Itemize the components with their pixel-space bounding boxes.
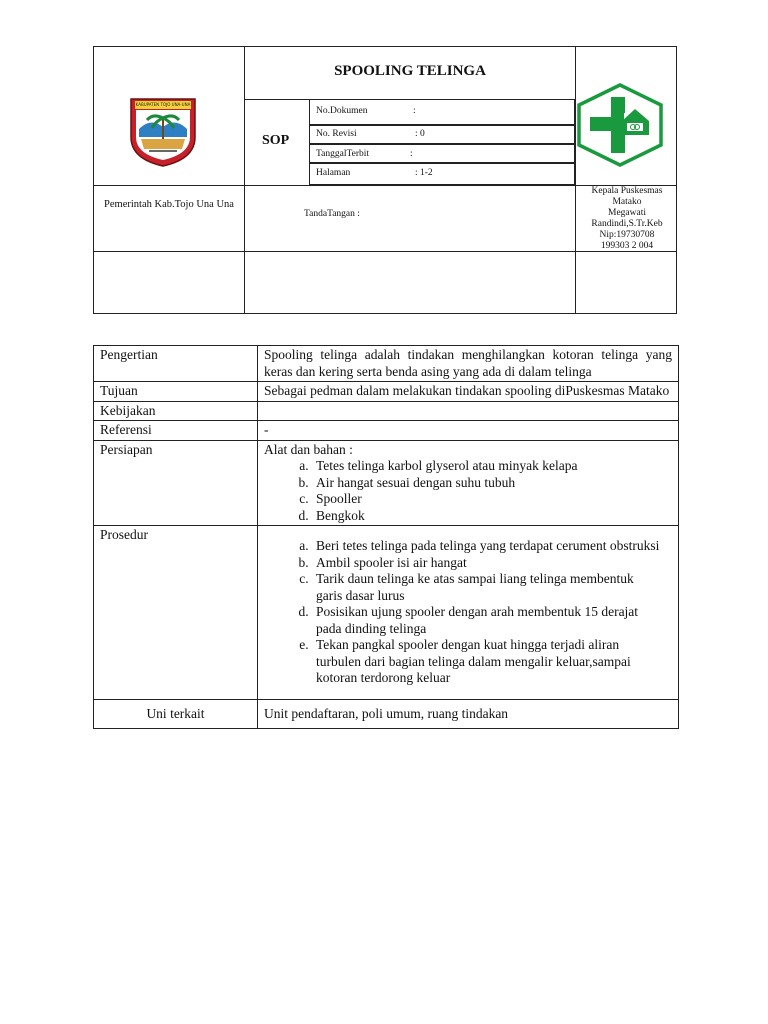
meta-value: : bbox=[413, 106, 416, 116]
list-item: b. Air hangat sesuai dengan suhu tubuh bbox=[312, 475, 672, 492]
table-row bbox=[94, 346, 679, 382]
list-item: c. Tarik daun telinga ke atas sampai liang telinga membentuk garis dasar lurus bbox=[312, 571, 660, 604]
persiapan-list bbox=[264, 458, 672, 524]
prosedur-cell bbox=[258, 526, 679, 700]
table-row bbox=[94, 421, 679, 441]
meta-value: : bbox=[410, 149, 413, 159]
meta-label: TanggalTerbit bbox=[316, 149, 370, 159]
document-title: SPOOLING TELINGA bbox=[334, 63, 486, 79]
kepala-line: Randindi,S.Tr.Keb bbox=[591, 219, 663, 229]
kepala-line: Megawati bbox=[608, 208, 646, 218]
table-row bbox=[94, 699, 679, 729]
signature-label: TandaTangan : bbox=[304, 209, 360, 219]
meta-label: No.Dokumen bbox=[316, 106, 368, 116]
meta-label: Halaman bbox=[316, 168, 351, 178]
list-item: b. Ambil spooler isi air hangat bbox=[312, 555, 660, 572]
kepala-line: 199303 2 004 bbox=[600, 241, 654, 251]
sop-content-table bbox=[93, 345, 679, 729]
list-item: d. Posisikan ujung spooler dengan arah membentuk 15 derajat pada dinding telinga bbox=[312, 604, 660, 637]
puskesmas-logo bbox=[575, 83, 665, 167]
kepala-puskesmas-block bbox=[577, 186, 677, 252]
table-row bbox=[94, 440, 679, 526]
table-row bbox=[94, 382, 679, 402]
prosedur-list bbox=[264, 538, 660, 687]
persiapan-intro: Alat dan bahan : bbox=[264, 441, 353, 457]
pemerintah-label: Pemerintah Kab.Tojo Una Una bbox=[104, 199, 234, 210]
list-item: a. Tetes telinga karbol glyserol atau minyak kelapa bbox=[312, 458, 672, 475]
sop-label: SOP bbox=[262, 133, 290, 148]
row-label: Pengertian bbox=[94, 346, 258, 382]
kepala-line: Kepala Puskesmas bbox=[591, 186, 663, 196]
kepala-line: Nip:19730708 bbox=[599, 230, 655, 240]
row-label: Prosedur bbox=[94, 526, 258, 700]
persiapan-cell bbox=[258, 440, 679, 526]
row-label: Referensi bbox=[94, 421, 258, 441]
pengertian-text: Spooling telinga adalah tindakan menghilangkan kotoran telinga yang keras dan kering serta benda asing yang ada di dalam telinga bbox=[258, 346, 679, 382]
table-row bbox=[94, 401, 679, 421]
row-label: Persiapan bbox=[94, 440, 258, 526]
meta-value: : 1-2 bbox=[415, 168, 433, 178]
unit-terkait-text: Unit pendaftaran, poli umum, ruang tindakan bbox=[258, 699, 679, 729]
regency-shield-logo bbox=[125, 93, 201, 169]
row-label: Tujuan bbox=[94, 382, 258, 402]
meta-label: No. Revisi bbox=[316, 129, 357, 139]
kebijakan-text bbox=[258, 401, 679, 421]
logo-text: KABUPATEN TOJO UNA-UNA bbox=[135, 102, 191, 107]
list-item: a. Beri tetes telinga pada telinga yang terdapat cerument obstruksi bbox=[312, 538, 660, 555]
list-item: c. Spooller bbox=[312, 491, 672, 508]
row-label: Uni terkait bbox=[94, 699, 258, 729]
list-item: d. Bengkok bbox=[312, 508, 672, 525]
row-label: Kebijakan bbox=[94, 401, 258, 421]
divider bbox=[244, 46, 245, 314]
list-item: e. Tekan pangkal spooler dengan kuat hingga terjadi aliran turbulen dari bagian telinga dalam mengalir keluar,sampai kotoran terdorong keluar bbox=[312, 637, 660, 687]
tujuan-text: Sebagai pedman dalam melakukan tindakan spooling diPuskesmas Matako bbox=[258, 382, 679, 402]
meta-value: : 0 bbox=[415, 129, 425, 139]
kepala-line: Matako bbox=[612, 197, 642, 207]
table-row bbox=[94, 526, 679, 700]
referensi-text: - bbox=[258, 421, 679, 441]
